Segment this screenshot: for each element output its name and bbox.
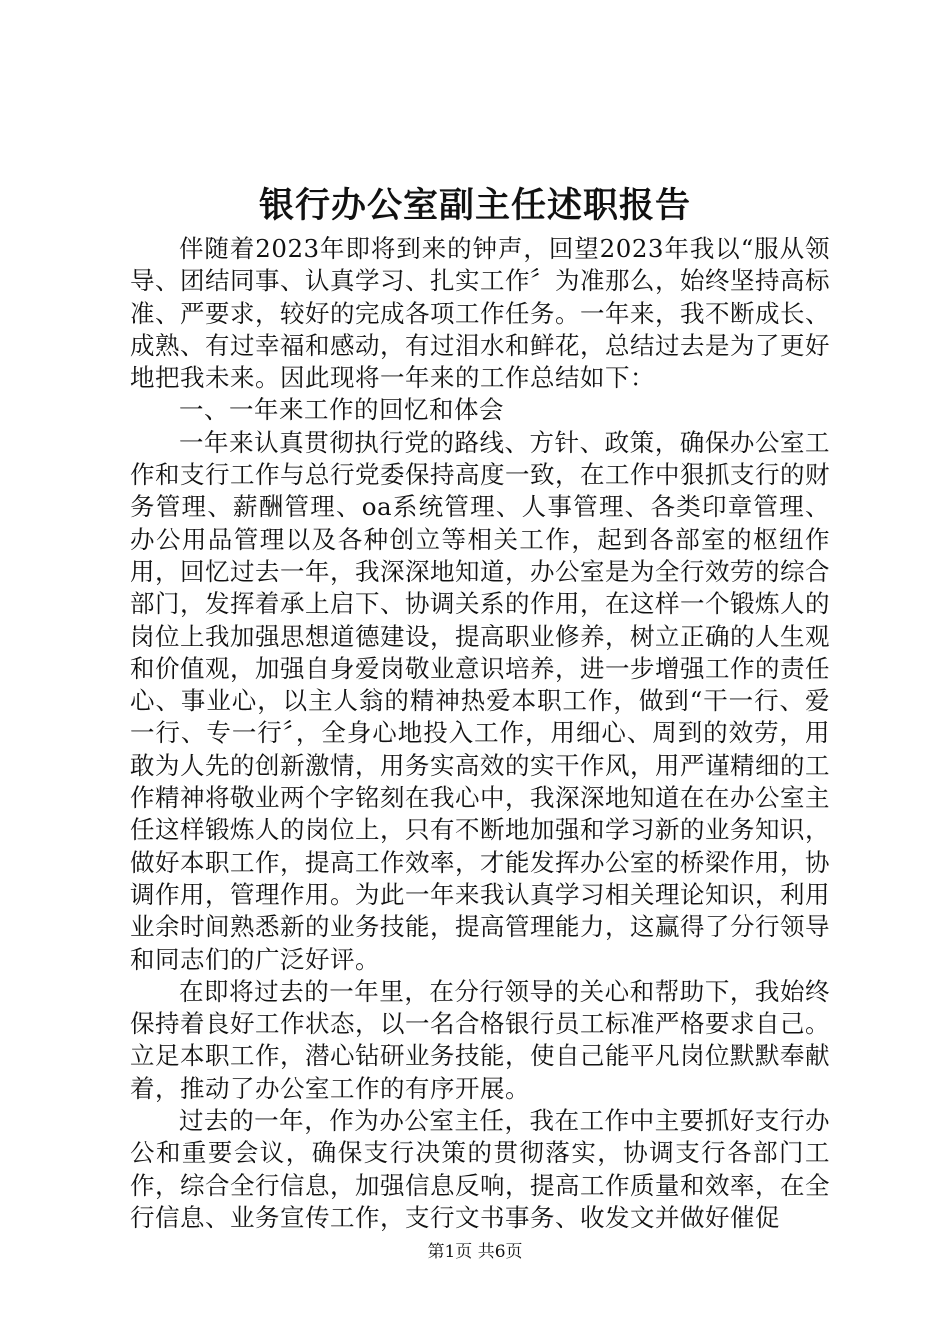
page-number-footer: 第1页 共6页 (427, 1242, 523, 1262)
intro-paragraph: 伴随着2023年即将到来的钟声，回望2023年我以“服从领导、团结同事、认真学习、扎实工作〞为准那么，始终坚持高标准、严要求，较好的完成各项工作任务。一年来，我不断成长、成熟、有过幸福和感动，有过泪水和鲜花，总结过去是为了更好地把我未来。因此现将一年来的工作总结如下： (130, 234, 830, 393)
body-paragraph: 在即将过去的一年里，在分行领导的关心和帮助下，我始终保持着良好工作状态，以一名合格银行员工标准严格要求自己。立足本职工作，潜心钻研业务技能，使自己能平凡岗位默默奉献着，推动了办公室工作的有序开展。 (130, 976, 830, 1103)
body-paragraph: 过去的一年，作为办公室主任，我在工作中主要抓好支行办公和重要会议，确保支行决策的贯彻落实，协调支行各部门工作，综合全行信息，加强信息反响，提高工作质量和效率，在全行信息、业务宣传工作，支行文书事务、收发文并做好催促 (130, 1106, 830, 1232)
body-paragraph: 一年来认真贯彻执行党的路线、方针、政策，确保办公室工作和支行工作与总行党委保持高度一致，在工作中狠抓支行的财务管理、薪酬管理、oa系统管理、人事管理、各类印章管理、办公用品管理以及各种创立等相关工作，起到各部室的枢纽作用，回忆过去一年，我深深地知道，办公室是为全行效劳的综合部门，发挥着承上启下、协调关系的作用，在这样一个锻炼人的岗位上我加强思想道德建设，提高职业修养，树立正确的人生观和价值观，加强自身爱岗敬业意识培养，进一步增强工作的责任心、事业心，以主人翁的精神热爱本职工作，做到“干一行、爱一行、专一行〞，全身心地投入工作，用细心、周到的效劳，用敢为人先的创新激情，用务实高效的实干作风，用严谨精细的工作精神将敬业两个字铭刻在我心中，我深深地知道在在办公室主任这样锻炼人的岗位上，只有不断地加强和学习新的业务知识，做好本职工作，提高工作效率，才能发挥办公室的桥梁作用，协调作用，管理作用。为此一年来我认真学习相关理论知识，利用业余时间熟悉新的业务技能，提高管理能力，这赢得了分行领导和同志们的广泛好评。 (130, 427, 830, 974)
document-body (130, 233, 830, 1234)
section-heading: 一、一年来工作的回忆和体会 (179, 395, 504, 425)
document-title: 银行办公室副主任述职报告 (258, 185, 691, 226)
